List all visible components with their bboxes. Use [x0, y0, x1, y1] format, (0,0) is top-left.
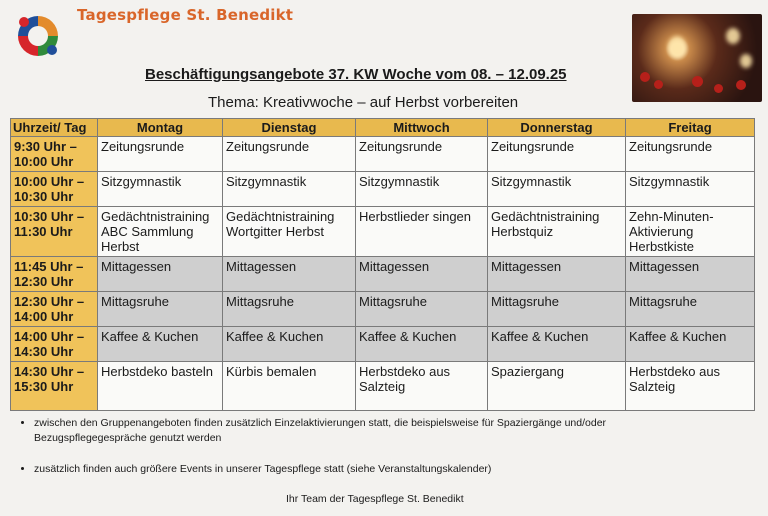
activity-cell: Mittagessen [356, 257, 488, 292]
activity-cell: Zeitungsrunde [488, 137, 626, 172]
table-row [11, 292, 755, 327]
time-cell: 14:30 Uhr – 15:30 Uhr [11, 362, 98, 411]
page-title: Beschäftigungsangebote 37. KW Woche vom 08. – 12.09.25 [145, 66, 567, 83]
activity-cell: Kaffee & Kuchen [356, 327, 488, 362]
activity-cell: Gedächtnistraining Wortgitter Herbst [223, 207, 356, 257]
activity-cell: Mittagsruhe [488, 292, 626, 327]
organization-name: Tagespflege St. Benedikt [77, 6, 294, 24]
day-header-monday: Montag [98, 119, 223, 137]
note-item: • zusätzlich finden auch größere Events in unserer Tagespflege statt (siehe Veranstaltungskalender) [34, 462, 720, 477]
footer-signature: Ihr Team der Tagespflege St. Benedikt [286, 493, 464, 505]
organization-logo [10, 8, 66, 64]
theme-subtitle: Thema: Kreativwoche – auf Herbst vorbereiten [208, 94, 519, 111]
time-cell: 10:00 Uhr – 10:30 Uhr [11, 172, 98, 207]
corner-header: Uhrzeit/ Tag [11, 119, 98, 137]
activity-cell: Zehn-Minuten-Aktivierung Herbstkiste [626, 207, 755, 257]
activity-cell: Mittagsruhe [223, 292, 356, 327]
activity-cell: Mittagessen [626, 257, 755, 292]
activity-cell: Gedächtnistraining Herbstquiz [488, 207, 626, 257]
activity-cell: Herbstdeko basteln [98, 362, 223, 411]
notes-section [20, 416, 720, 493]
time-cell: 9:30 Uhr – 10:00 Uhr [11, 137, 98, 172]
table-row [11, 257, 755, 292]
schedule-table [10, 118, 755, 411]
activity-cell: Kaffee & Kuchen [626, 327, 755, 362]
activity-cell: Zeitungsrunde [626, 137, 755, 172]
day-header-friday: Freitag [626, 119, 755, 137]
activity-cell: Zeitungsrunde [223, 137, 356, 172]
activity-cell: Herbstlieder singen [356, 207, 488, 257]
activity-cell: Herbstdeko aus Salzteig [356, 362, 488, 411]
activity-cell: Sitzgymnastik [98, 172, 223, 207]
table-row [11, 207, 755, 257]
time-cell: 11:45 Uhr – 12:30 Uhr [11, 257, 98, 292]
activity-cell: Mittagsruhe [626, 292, 755, 327]
time-cell: 12:30 Uhr – 14:00 Uhr [11, 292, 98, 327]
activity-cell: Mittagsruhe [98, 292, 223, 327]
note-item: • zwischen den Gruppenangeboten finden zusätzlich Einzelaktivierungen statt, die beispielsweise für Spaziergänge und/oder Bezugspflegegespräche genutzt werden [34, 416, 720, 446]
activity-cell: Zeitungsrunde [98, 137, 223, 172]
table-row [11, 137, 755, 172]
activity-cell: Kürbis bemalen [223, 362, 356, 411]
activity-cell: Sitzgymnastik [356, 172, 488, 207]
day-header-tuesday: Dienstag [223, 119, 356, 137]
schedule-header-row [11, 119, 755, 137]
table-row [11, 327, 755, 362]
time-cell: 14:00 Uhr – 14:30 Uhr [11, 327, 98, 362]
candle-photo [632, 14, 762, 102]
time-cell: 10:30 Uhr – 11:30 Uhr [11, 207, 98, 257]
activity-cell: Zeitungsrunde [356, 137, 488, 172]
table-row [11, 172, 755, 207]
activity-cell: Kaffee & Kuchen [98, 327, 223, 362]
activity-cell: Sitzgymnastik [488, 172, 626, 207]
activity-cell: Mittagessen [98, 257, 223, 292]
activity-cell: Spaziergang [488, 362, 626, 411]
activity-cell: Mittagsruhe [356, 292, 488, 327]
table-row [11, 362, 755, 411]
activity-cell: Kaffee & Kuchen [223, 327, 356, 362]
activity-cell: Sitzgymnastik [626, 172, 755, 207]
activity-cell: Mittagessen [488, 257, 626, 292]
day-header-thursday: Donnerstag [488, 119, 626, 137]
activity-cell: Kaffee & Kuchen [488, 327, 626, 362]
day-header-wednesday: Mittwoch [356, 119, 488, 137]
activity-cell: Sitzgymnastik [223, 172, 356, 207]
activity-cell: Gedächtnistraining ABC Sammlung Herbst [98, 207, 223, 257]
activity-cell: Mittagessen [223, 257, 356, 292]
activity-cell: Herbstdeko aus Salzteig [626, 362, 755, 411]
